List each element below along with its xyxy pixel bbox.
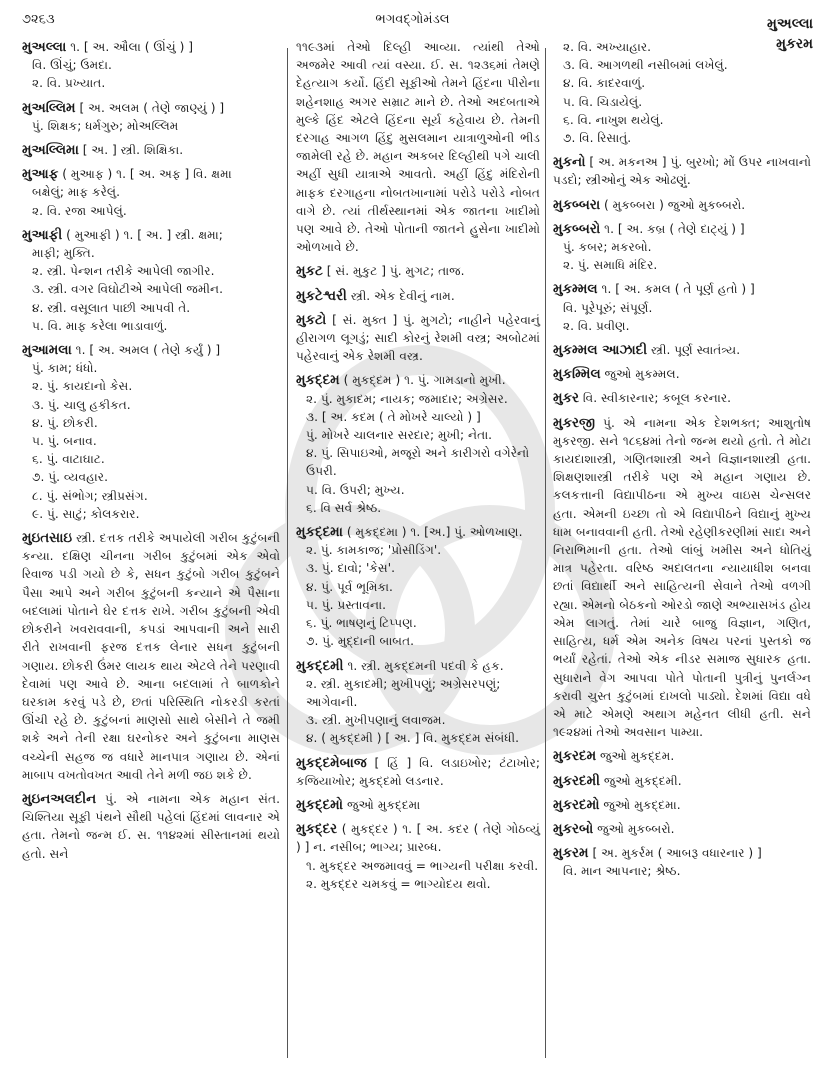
entry-first-line	[296, 796, 540, 814]
entry-definition: [ અ. અલમ ( તેણે જાણ્યું ) ]	[79, 100, 225, 115]
dictionary-entry	[22, 38, 280, 93]
entry-sense: ૨. પું. મુકાદમ; નાયક; જમાદાર; અગ્રેસર.	[306, 391, 508, 406]
entry-sense: ૩. પું. ચાલુ હકીકત.	[32, 397, 131, 412]
entry-sense: ૫. વિ. ચિડાયેલું.	[563, 94, 643, 109]
dictionary-entry	[553, 820, 811, 838]
dictionary-entry	[22, 790, 280, 863]
column-3	[553, 38, 811, 887]
headword: મુકરબો	[553, 820, 594, 837]
headword: મુઅલ્લિમા	[22, 142, 79, 159]
dictionary-entry	[296, 311, 540, 366]
entry-sense: ૩. પું. દાવો; 'કેસ'.	[306, 561, 395, 576]
dictionary-entry	[296, 754, 540, 790]
entry-sense: વિ. માન આપનાર; શ્રેષ્ઠ.	[563, 864, 681, 879]
entry-first-line	[553, 389, 811, 407]
entry-definition: જુઓ મુકદ્દમ.	[600, 749, 675, 764]
headword: મુઆફ	[22, 166, 59, 183]
entry-sense: ૭. પું. વ્યવહાર.	[32, 470, 108, 485]
headword: મુકરદમ	[553, 748, 597, 765]
dictionary-entry	[553, 280, 811, 335]
entry-definition: [ અ. મુકર્રમ ( આબરૂ વધારનાર ) ]	[592, 846, 762, 861]
entry-first-line	[22, 529, 280, 784]
entry-first-line	[553, 341, 811, 359]
entry-sense: ૪. પું. છોકરી.	[32, 415, 98, 430]
dictionary-columns	[0, 38, 825, 1068]
entry-definition: ( મુકદ્દમા ) ૧. [અ.] પું. ઓળખાણ.	[346, 525, 523, 540]
entry-definition: સ્ત્રી. એક દેવીનું નામ.	[350, 288, 455, 303]
continuation-text: ૧૧૯૩માં તેઓ દિલ્હી આવ્યા. ત્યાંથી તેઓ અજમેર આવી ત્યાં વસ્યા. ઈ. સ. ૧૨૩૬માં તેમણે દેહત્યાગ કર્યો. હિંદી સૂફીઓ તેમને હિંદના પીરોના શહેનશાહ અગર સમ્રાટ માને છે. તેઓ અદબતાએ મુલ્કે હિંદ એટલે હિંદના સૂર્ય કહેવાય છે. તેમની દરગાહ આગળ હિંદુ મુસલમાન યાત્રાળુઓની ભીડ જામેલી રહે છે. મહાન અકબર દિલ્હીથી પગે ચાલી અહીં સુધી યાત્રાએ આવતો. અહીં હિંદુ મંદિરોની માફક દરગાહના નોબતખાનામાં પરોડે પરોડે નોબત વાગે છે. ત્યાં તીર્થસ્થાનમાં એક જાતના ખાદીમો પણ આવે છે. તેઓ પોતાની જાતને હુસેના ખાદીમો ઓળખાવે છે.	[296, 40, 540, 255]
dictionary-entry	[553, 772, 811, 790]
dictionary-entry	[553, 796, 811, 814]
entry-first-line	[296, 657, 540, 675]
entry-definition: ( મુઆફી ) ૧. [ અ. ] સ્ત્રી. ક્ષમા;	[66, 227, 223, 242]
headword: મુકટેશ્વરી	[296, 287, 347, 304]
entry-sense: ૫. પું. બનાવ.	[32, 434, 97, 449]
entry-definition: જુઓ મુકદ્દમી.	[603, 773, 682, 788]
headword: મુકદ્દર	[296, 821, 338, 838]
entry-definition: સ્ત્રી. પૂર્ણ સ્વાતંત્ર્ય.	[650, 343, 741, 358]
entry-first-line	[553, 820, 811, 838]
entry-sense: ૨. સ્ત્રી. પેન્શન તરીકે આપેલી જાગીર.	[32, 264, 215, 279]
entry-first-line	[553, 747, 811, 765]
entry-definition: જુઓ મુકદ્દમા	[346, 797, 421, 812]
entry-definition: જુઓ મુકદ્દમા.	[603, 797, 681, 812]
entry-sense: ૪. સ્ત્રી. વસૂલાત પાછી આપવી તે.	[32, 300, 191, 315]
entry-sense: પું. શિક્ષક; ધર્મગુરુ; મોઅલ્લિમ	[32, 118, 179, 133]
entry-first-line	[296, 262, 540, 280]
headword: મુકદ્દમ	[296, 372, 340, 389]
headword: મુકદ્દમા	[296, 524, 343, 541]
entry-first-line	[553, 772, 811, 790]
entry-definition: પું. એ નામના એક દેશભક્ત; આશુતોષ મુકરજી. સને ૧૮૬૪માં તેનો જન્મ થયો હતો. તે મોટા કાયદાશાસ્ત્રી, ગણિતશાસ્ત્રી અને વિજ્ઞાનશાસ્ત્રી હતા. શિક્ષણશાસ્ત્રી તરીકે પણ એ મહાન ગણાય છે. કલકત્તાની વિદ્યાપીઠના એ મુખ્ય વાઇસ ચેન્સલર હતા. એમની ઇચ્છા તો એ વિદ્યાપીઠને વિદ્યાનું મુખ્ય ધામ બનાવવાની હતી. તેઓ રહેણીકરણીમાં સાદા અને નિરાભિમાની હતા. તેઓ લાંબું ખમીસ અને ધોતિયું માત્ર પહેરતા. વરિષ્ઠ અદાલતના ન્યાયાધીશ બનવા છતાં વિદ્યાર્થી અને સાહિત્યની સેવાને તેઓ વળગી રહ્યા. એમનો બેઠકનો ઓરડો જાણે અભ્યાસખંડ હોય એમ લાગતું. તેમાં ચારે બાજુ વિજ્ઞાન, ગણિત, સાહિત્ય, ધર્મ એમ અનેક વિષય પરનાં પુસ્તકો જ ભર્યાં રહેતાં. તેઓ એક નીડર સમાજ સુધારક હતા. સુધારાને વેગ આપવા પોતે પોતાની પુત્રીનું પુનર્લગ્ન કરાવી ચુસ્ત કુટુંબમાં દાખલો પાડ્યો. દેશમાં વિદ્યા વધે એ માટે એમણે અથાગ મહેનત લીધી હતી. સને ૧૯૨૪માં તેઓ અવસાન પામ્યા.	[553, 415, 812, 740]
headword: મુકદ્દમો	[296, 796, 344, 813]
entry-sense: ૩. [ અ. કદમ ( તે મોખરે ચાલ્યો ) ]	[306, 409, 481, 424]
entry-sense: ૬. પું. વાટાઘાટ.	[32, 452, 105, 467]
entry-definition: જુઓ મુકબ્બરો.	[597, 821, 675, 836]
entry-definition: [ અ. મકનઅ ] પું. બુરખો; મોં ઉપર નાખવાનો પડદો; સ્ત્રીઓનું એક ઓઢણું.	[553, 155, 812, 188]
entry-sense: ૨. વિ. પ્રવીણ.	[563, 318, 630, 333]
entry-sense: ૩. વિ. આગળથી નસીબમાં લખેલું.	[563, 58, 728, 73]
entry-sense: ૫. વિ. માફ કરેલા ભાડાવાળું.	[32, 318, 168, 333]
dictionary-entry	[553, 341, 811, 359]
entry-sense: ૨. વિ. પ્રખ્યાત.	[32, 76, 106, 91]
entry-sense: ૨. સ્ત્રી. મુકાદમી; મુખીપણું; અગ્રેસરપણું; આગેવાની.	[306, 676, 501, 709]
entry-first-line	[553, 365, 811, 383]
guide-word-first: મુઅલ્લા	[767, 16, 813, 32]
headword: મુઅલ્લા	[22, 39, 67, 55]
dictionary-entry	[296, 523, 540, 650]
entry-definition: પું. એ નામના એક મહાન સંત. ચિશ્તિયા સૂફી પંથને સૌથી પહેલાં હિંદમાં લાવનાર એ હતા. તેમનો જન્મ ઈ. સ. ૧૧૪૨માં સીસ્તાનમાં થયો હતો. સને	[22, 791, 280, 861]
entry-definition: ( મુકદ્દમ ) ૧. પું. ગામડાનો મુખી.	[343, 373, 506, 388]
entry-first-line	[553, 220, 811, 238]
headword: મુકરજી	[553, 414, 596, 431]
entry-definition: [ સં. મુક્ત ] પું. મુગટો; નાહીને પહેરવાનું હીરાગળ લૂગડું; સાદી કોરનું રેશમી વસ્ત્ર; અબોટમાં પહેરવાનું એક રેશમી વસ્ત્ર.	[296, 312, 540, 364]
dictionary-entry	[296, 371, 540, 517]
entry-sense: ૬. વિ. નાખુશ થયેલું.	[563, 112, 664, 127]
headword: મુકરમ	[553, 845, 589, 862]
entry-definition: ( મુકદ્દર ) ૧. [ અ. કદર ( તેણે ગોઠવ્યું ) ] ન. નસીબ; ભાગ્ય; પ્રારબ્ધ.	[296, 822, 540, 855]
dictionary-entry	[296, 287, 540, 305]
entry-sense: ૫. વિ. ઉપરી; મુખ્ય.	[306, 482, 405, 497]
entry-first-line	[296, 287, 540, 305]
entry-sense: ૧. મુકદ્દર અજમાવવું = ભાગ્યની પરીક્ષા કરવી.	[306, 858, 539, 873]
entry-first-line	[296, 311, 540, 366]
entry-sense: ૯. પું. સાટું; કોલકરાર.	[32, 506, 140, 521]
entry-first-line	[553, 280, 811, 298]
dictionary-entry	[553, 844, 811, 880]
running-title: ભગવદ્ગોમંડલ	[375, 12, 450, 27]
entry-definition: ૧. સ્ત્રી. મુકદ્દમની પદવી કે હક.	[347, 658, 504, 673]
headword: મુકમ્મલ	[553, 281, 598, 298]
entry-definition: ૧. [ અ. કમલ ( તે પૂર્ણ હતો ) ]	[601, 282, 755, 297]
dictionary-entry	[22, 226, 280, 335]
headword: મુઆફી	[22, 226, 63, 243]
entry-first-line	[22, 790, 280, 863]
headword: મુકમ્મિલ	[553, 366, 601, 383]
entry-sense: વિ. પૂરેપૂરું; સંપૂર્ણ.	[563, 300, 653, 315]
dictionary-entry	[553, 414, 811, 742]
entry-sense: પું. કામ; ધંધો.	[32, 361, 98, 376]
entry-first-line	[22, 38, 280, 56]
headword: મુકબ્બરા	[553, 196, 601, 213]
entry-sense: ૨. વિ. અખ્યાહાર.	[563, 40, 652, 54]
entry-sense: ૭. પું. મુદ્દાની બાબત.	[306, 634, 415, 649]
entry-first-line	[296, 820, 540, 856]
dictionary-entry	[296, 262, 540, 280]
entry-definition: [ હિં ] વિ. લડાઇખોર; ટંટાખોર; કજિયાખોર; મુકદ્દમો લડનાર.	[296, 755, 540, 788]
column-2	[296, 38, 540, 899]
entry-sense: ૨. પું. સમાધિ મંદિર.	[563, 258, 658, 273]
headword: મુકટો	[296, 311, 327, 328]
entry-sense: ૮. પું. સંભોગ; સ્ત્રીપ્રસંગ.	[32, 488, 148, 503]
headword: મુકદ્દમેબાજ	[296, 754, 367, 771]
dictionary-entry	[296, 796, 540, 814]
entry-sense: ૩. સ્ત્રી. વગર વિઘોટીએ આપેલી જમીન.	[32, 282, 223, 297]
entry-sense: ૨. પું. કામકાજ; 'પ્રોસીડિંગ'.	[306, 543, 442, 558]
entry-sense: બક્ષેલું; માફ કરેલું.	[32, 185, 120, 200]
entry-sense: ૨. વિ. રજા આપેલું.	[32, 203, 127, 218]
headword: મુકનો	[553, 154, 586, 171]
entry-sense: વિ. ઊંચું; ઉમદા.	[32, 58, 112, 73]
entry-sense: પું. મોખરે ચાલનાર સરદાર; મુખી; નેતા.	[306, 428, 493, 443]
entry-sense: ૪. વિ. કાદરવાળું.	[563, 76, 646, 91]
entry-first-line	[296, 523, 540, 541]
entry-first-line	[22, 341, 280, 359]
dictionary-entry	[22, 165, 280, 220]
entry-sense: ૫. પું. પ્રસ્તાવના.	[306, 597, 386, 612]
headword: મુકબ્બરો	[553, 220, 601, 237]
entry-first-line	[553, 414, 811, 742]
entry-first-line	[553, 844, 811, 862]
entry-sense: ૬. વિ સર્વ શ્રેષ્ઠ.	[306, 500, 382, 515]
entry-sense: ૪. પું. સિપાઇઓ, મજૂરો અને કારીગરો વગેરેનો ઉપરી.	[306, 446, 530, 479]
dictionary-entry	[296, 657, 540, 748]
page-number: ૭૨૬૩	[22, 12, 55, 27]
headword: મુકટ	[296, 263, 323, 280]
headword: મુકર	[553, 390, 580, 407]
dictionary-entry	[22, 99, 280, 135]
continuation-senses	[553, 38, 811, 147]
entry-sense: પું. કબર; મકરબો.	[563, 240, 652, 255]
entry-definition: સ્ત્રી. દત્તક તરીકે અપાયેલી ગરીબ કુટુંબની કન્યા. દક્ષિણ ચીનના ગરીબ કુટુંબમાં એક એવો રિવાજ પડી ગયો છે કે, સધન કુટુંબો ગરીબ કુટુંબને પૈસા આપે અને ગરીબ કુટુંબની કન્યાને એ પૈસાના બદલામાં પોતાને ઘેર દત્તક રાખે. ગરીબ કુટુંબની એવી છોકરીને ખવરાવવાની, કપડાં આપવાની અને સારી રીતે રાખવાની ફરજ દત્તક લેનાર સધન કુટુંબની ગણાય. છોકરી ઉંમર લાયક થાય એટલે તેને પરણાવી દેવામાં પણ આવે છે. આના બદલામાં તે બાળકોને ઘરકામ કરવું પડે છે, છતાં પરિસ્થિતિ નોકરડી કરતાં ઊંચી રહે છે. કુટુંબનાં માણસો સાથે બેસીને તે જમી શકે અને તેની રક્ષા ઘરનોકર અને કુટુંબના માણસ વચ્ચેની સહજ જ વધારે માનપાત્ર ગણાય છે. એનાં માબાપ વખતોવખત આવી તેને મળી જઇ શકે છે.	[22, 531, 281, 782]
dictionary-entry	[553, 747, 811, 765]
entry-first-line	[553, 196, 811, 214]
entry-sense: ૪. પું. પૂર્વ ભૂમિકા.	[306, 579, 393, 594]
entry-definition: ૧. [ અ. કબ્ર ( તેણે દાટ્યું ) ]	[604, 221, 745, 236]
entry-first-line	[296, 371, 540, 389]
entry-definition: [ અ. ] સ્ત્રી. શિક્ષિકા.	[82, 143, 184, 158]
entry-sense: ૨. મુકદ્દર ચમકવું = ભાગ્યોદય થવો.	[306, 876, 491, 891]
entry-sense: ૨. પું. કાયદાનો કેસ.	[32, 379, 133, 394]
entry-definition: [ સં. મુકુટ ] પું. મુગટ; તાજ.	[326, 264, 465, 279]
guide-word-last: મુકરમ	[776, 36, 813, 52]
entry-first-line	[22, 99, 280, 117]
dictionary-entry	[553, 365, 811, 383]
entry-definition: વિ. સ્વીકારનાર; કબૂલ કરનાર.	[582, 391, 731, 406]
entry-definition: ૧. [ અ. અમલ ( તેણે કર્યું ) ]	[75, 343, 221, 358]
dictionary-entry	[22, 341, 280, 523]
headword: મુકદ્દમી	[296, 657, 344, 674]
entry-definition: જુઓ મુકમ્મલ.	[604, 367, 680, 382]
entry-first-line	[22, 141, 280, 159]
headword: મુકમ્મલ આઝાદી	[553, 342, 648, 359]
dictionary-entry	[22, 141, 280, 159]
dictionary-entry	[553, 196, 811, 214]
dictionary-entry	[296, 820, 540, 893]
entry-sense: ૬. પું. ભાષણનું ટિપ્પણ.	[306, 616, 417, 631]
dictionary-entry	[22, 529, 280, 784]
entry-definition: ૧. [ અ. ઔલા ( ઊંચું ) ]	[70, 40, 193, 54]
entry-first-line	[22, 226, 280, 244]
headword: મુકરદમો	[553, 796, 600, 813]
entry-first-line	[296, 754, 540, 790]
headword: મુઆમલા	[22, 342, 72, 359]
entry-first-line	[553, 796, 811, 814]
headword: મુકરદમી	[553, 772, 600, 789]
column-1	[22, 38, 280, 869]
entry-definition: ( મુકબ્બરા ) જુઓ મુકબ્બરો.	[604, 197, 746, 212]
entry-sense: માફી; મુક્તિ.	[32, 246, 95, 261]
entry-definition: ( મુઆફ ) ૧. [ અ. અફ ] વિ. ક્ષમા	[62, 167, 232, 182]
headword: મુઇનઅલદીન	[22, 790, 97, 807]
entry-sense: ૭. વિ. રિસાતું.	[563, 131, 632, 146]
entry-first-line	[22, 165, 280, 183]
dictionary-entry	[553, 389, 811, 407]
entry-sense: ૩. સ્ત્રી. મુખીપણાનું લવાજમ.	[306, 713, 446, 728]
entry-first-line	[553, 153, 811, 189]
dictionary-entry	[553, 153, 811, 189]
dictionary-entry	[553, 220, 811, 275]
entry-sense: ૪. ( મુકદ્દમી ) [ અ. ] વિ. મુકદ્દમ સંબંધી.	[306, 731, 519, 746]
headword: મુઇતસાઇ	[22, 530, 73, 547]
headword: મુઅલ્લિમ	[22, 99, 76, 116]
